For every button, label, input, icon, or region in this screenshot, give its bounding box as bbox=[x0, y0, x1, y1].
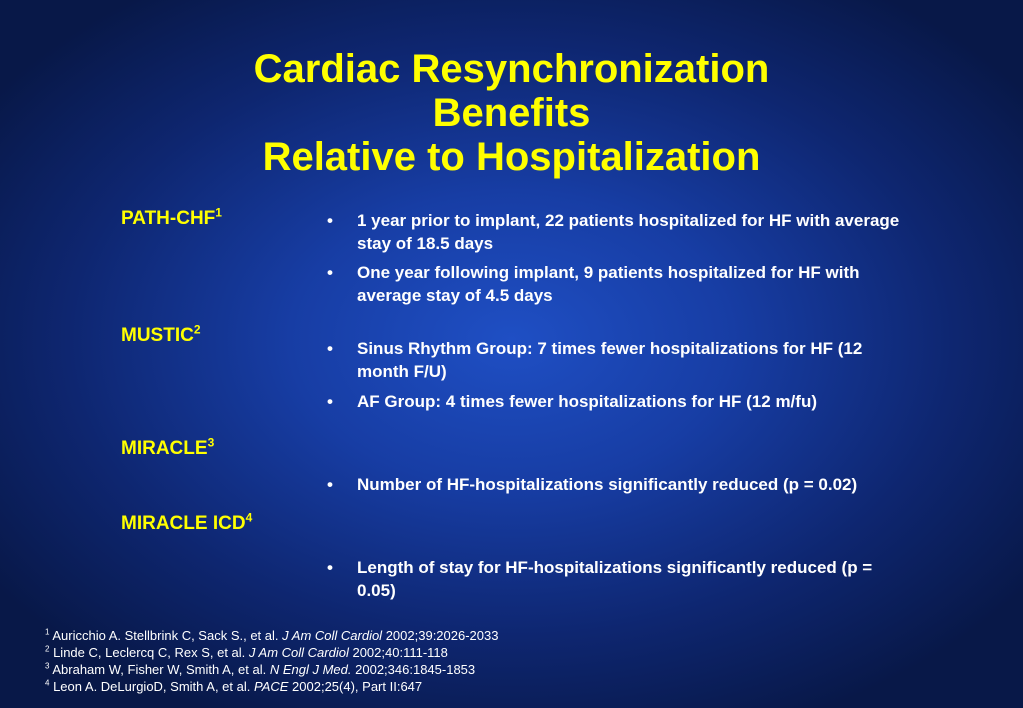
reference-item bbox=[45, 661, 498, 678]
study-name: MIRACLE ICD bbox=[121, 513, 246, 534]
reference-details: 2002;40:111-118 bbox=[352, 645, 448, 660]
bullet-text: One year following implant, 9 patients hospitalized for HF with average stay of 4.5 days bbox=[357, 263, 860, 305]
reference-authors: Linde C, Leclercq C, Rex S, et al. bbox=[53, 645, 246, 660]
bullet-point: • bbox=[327, 558, 333, 577]
bullet-point: • bbox=[327, 263, 333, 282]
title-line-3: Relative to Hospitalization bbox=[262, 135, 761, 179]
reference-authors: Leon A. DeLurgioD, Smith A, et al. bbox=[53, 679, 251, 694]
reference-authors: Abraham W, Fisher W, Smith A, et al. bbox=[52, 662, 267, 677]
reference-number: 3 bbox=[45, 661, 50, 671]
bullet-item bbox=[327, 390, 912, 413]
title-line-1: Cardiac Resynchronization bbox=[253, 47, 770, 91]
reference-journal: J Am Coll Cardiol bbox=[282, 628, 383, 643]
study-ref-number: 4 bbox=[245, 510, 253, 525]
bullet-item bbox=[327, 556, 912, 602]
reference-number: 1 bbox=[45, 627, 50, 637]
bullet-item bbox=[327, 209, 912, 255]
slide-title bbox=[0, 47, 1023, 179]
bullet-text: Length of stay for HF-hospitalizations significantly reduced (p = 0.05) bbox=[357, 558, 873, 600]
study-label-mustic bbox=[121, 322, 201, 347]
reference-number: 4 bbox=[45, 678, 50, 688]
study-label-path-chf bbox=[121, 205, 222, 230]
reference-number: 2 bbox=[45, 644, 50, 654]
reference-journal: J Am Coll Cardiol bbox=[248, 645, 349, 660]
reference-item bbox=[45, 627, 498, 644]
reference-details: 2002;25(4), Part II:647 bbox=[292, 679, 423, 694]
reference-item bbox=[45, 644, 498, 661]
study-name: MIRACLE bbox=[121, 438, 208, 459]
reference-journal: PACE bbox=[253, 679, 289, 694]
bullet-text: AF Group: 4 times fewer hospitalizations for HF (12 m/fu) bbox=[357, 392, 817, 411]
references bbox=[45, 627, 498, 695]
bullet-point: • bbox=[327, 339, 333, 358]
study-name: MUSTIC bbox=[121, 325, 194, 346]
title-line-2: Benefits bbox=[432, 91, 591, 135]
reference-authors: Auricchio A. Stellbrink C, Sack S., et al. bbox=[52, 628, 279, 643]
bullet-point: • bbox=[327, 392, 333, 411]
bullet-point: • bbox=[327, 211, 333, 230]
bullet-item bbox=[327, 337, 912, 383]
bullet-text: 1 year prior to implant, 22 patients hospitalized for HF with average stay of 18.5 days bbox=[357, 211, 900, 253]
study-ref-number: 2 bbox=[193, 322, 201, 337]
bullet-text: Sinus Rhythm Group: 7 times fewer hospitalizations for HF (12 month F/U) bbox=[357, 339, 863, 381]
study-name: PATH-CHF bbox=[121, 208, 216, 229]
bullet-text: Number of HF-hospitalizations significantly reduced (p = 0.02) bbox=[357, 475, 858, 494]
reference-details: 2002;346:1845-1853 bbox=[355, 662, 476, 677]
study-ref-number: 1 bbox=[215, 205, 222, 220]
study-label-miracle-icd bbox=[121, 510, 253, 535]
study-ref-number: 3 bbox=[207, 435, 215, 450]
reference-journal: N Engl J Med. bbox=[269, 662, 352, 677]
bullet-item bbox=[327, 261, 912, 307]
reference-item bbox=[45, 678, 498, 695]
bullet-point: • bbox=[327, 475, 333, 494]
reference-details: 2002;39:2026-2033 bbox=[385, 628, 499, 643]
bullet-item bbox=[327, 473, 912, 496]
study-label-miracle bbox=[121, 435, 215, 460]
